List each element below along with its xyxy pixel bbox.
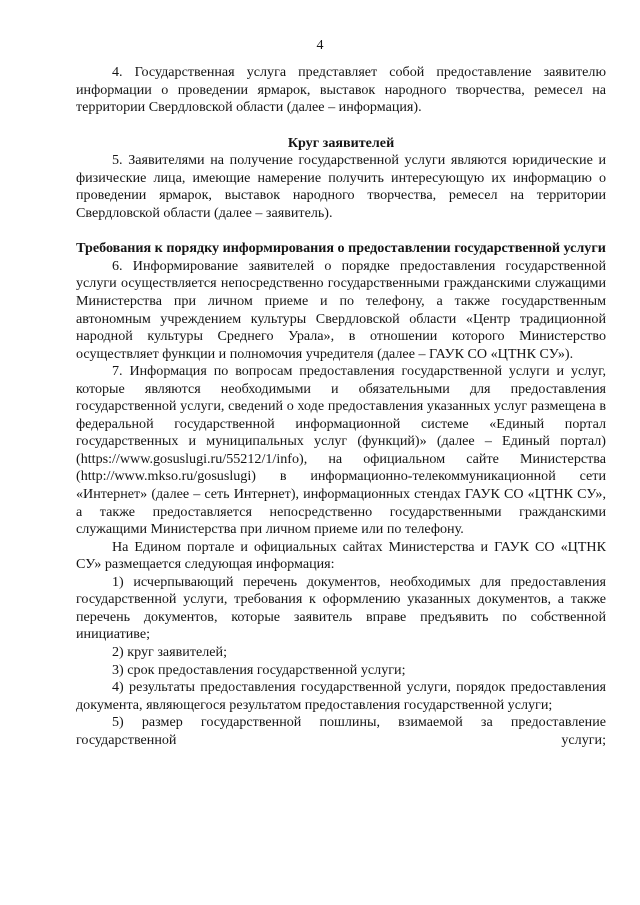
paragraph-item-4: 4. Государственная услуга представляет собой предоставление заявителю информации о проведении ярмарок, выставок народного творчества, ремесел на территории Свердловской области (далее – информация). [76,64,606,116]
list-item-2: 2) круг заявителей; [112,643,227,660]
page-number: 4 [316,38,324,53]
paragraph-item-5: 5. Заявителями на получение государственной услуги являются юридические и физические лица, имеющие намерение получить интересующую их информацию о проведении ярмарок, выставок народного творчества, ремесел на территории Свердловской области (далее – заявитель). [76,152,606,221]
paragraph-portal-info: На Едином портале и официальных сайтах Министерства и ГАУК СО «ЦТНК СУ» размещается следующая информация: [76,538,606,573]
list-item-3: 3) срок предоставления государственной услуги; [112,661,406,678]
spacer [76,117,606,135]
list-item-1: 1) исчерпывающий перечень документов, необходимых для предоставления государственной услуги, требования к оформлению указанных документов, а также перечень документов, которые заявитель вправе предъявить по собственной инициативе; [76,573,606,643]
paragraph-item-7: 7. Информация по вопросам предоставления государственной услуги и услуг, которые являются необходимыми и обязательными для предоставления государственной услуги, сведений о ходе предоставления указанных услуг размещена в федеральной государственной информационной системе «Единый портал государственных и муниципальных услуг (функций)» (далее – Единый портал) (https://www.gosuslugi.ru/55212/1/info), на официальном сайте Министерства (http://www.mkso.ru/gosuslugi) в информационно-телекоммуникационной сети «Интернет» (далее – сеть Интернет), информационных стендах ГАУК СО «ЦТНК СУ», а также предоставляется непосредственно государственными гражданскими служащими Министерства при личном приеме или по телефону. [76,363,606,538]
list-item-4: 4) результаты предоставления государственной услуги, порядок предоставления документа, являющегося результатом предоставления государственной услуги; [76,679,606,713]
list-item-5: 5) размер государственной пошлины, взимаемой за предоставление государственной услуги; [76,714,606,748]
section-heading-informing: Требования к порядку информирования о предоставлении государственной услуги [76,240,606,257]
page-body [76,64,606,749]
spacer [76,222,606,240]
paragraph-item-6: 6. Информирование заявителей о порядке предоставления государственной услуги осуществляется непосредственно государственными гражданскими служащими Министерства при личном приеме и по телефону, а также государственным автономным учреждением культуры Свердловской области «Центр традиционной народной культуры Среднего Урала», в отношении которого Министерство осуществляет функции и полномочия учредителя (далее – ГАУК СО «ЦТНК СУ»). [76,257,606,362]
section-heading-applicants: Круг заявителей [287,134,395,151]
